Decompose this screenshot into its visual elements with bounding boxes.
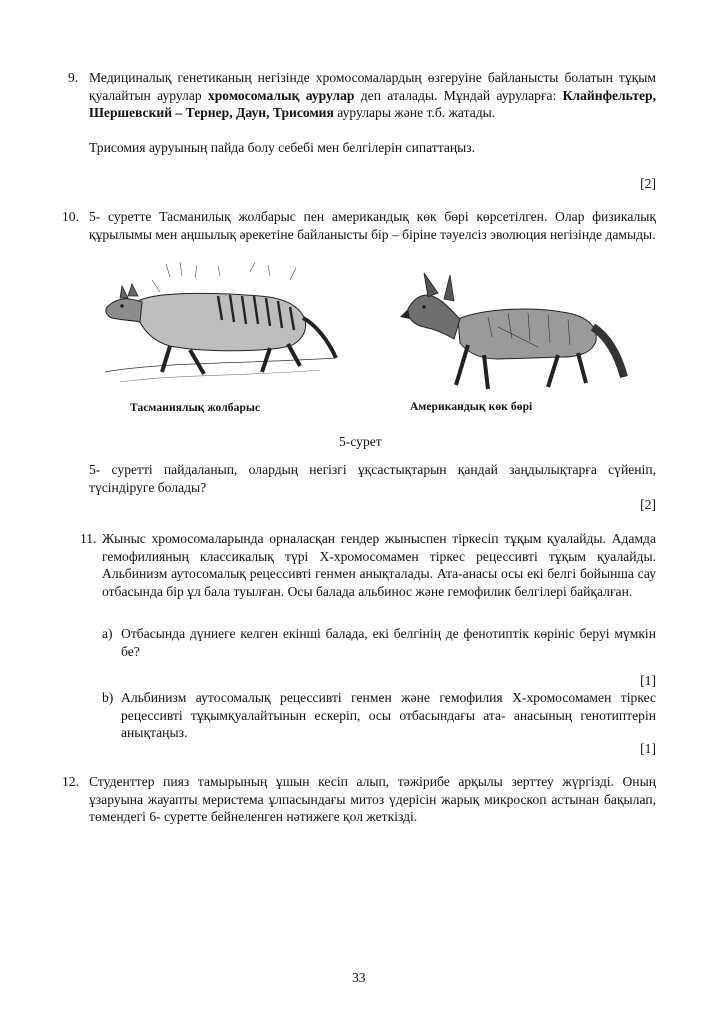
question-task: 5- суретті пайдаланып, олардың негізгі ұқсастықтарын қандай заңдылықтарға сүйеніп, түсіндіруге болады?: [89, 462, 656, 495]
question-text: Студенттер пияз тамырының ұшын кесіп алып, тәжірибе арқылы зерттеу жүргізді. Оның ұзаруына жауапты меристема ұлпасындағы митоз үдерісін жарық микроскоп астынан бақылап, төмендегі 6- суретте бейнеленген нәтижеге қол жеткізді.: [89, 774, 656, 824]
option-text: Отбасында дүниеге келген екінші балада, екі белгінің де фенотиптік көрініс беруі мүмкін бе?: [121, 626, 656, 659]
bold-term-list: Клайнфельтер, Шершевский – Тернер, Даун, Трисомия: [89, 87, 657, 120]
question-10: [62, 208, 656, 243]
mark: [2]: [640, 497, 656, 512]
question-number: 9.: [68, 70, 79, 85]
mark: [2]: [640, 176, 656, 191]
option-letter: b): [102, 690, 114, 705]
option-text: Альбинизм аутосомалық рецессивті генмен және гемофилия Х-хромосомамен тіркес рецессивті тұқымқуалайтынын ескеріп, осы отбасындағы ата- анасының генотиптерін анықтаңыз.: [121, 690, 656, 740]
question-number: 10.: [62, 209, 79, 224]
question-text: 5- суретте Тасманилық жолбарыс пен американдық көк бөрі көрсетілген. Олар физикалық құрылымы мен аңшылық әрекетіне байланысты бір – біріне тәуелсіз эволюция негізінде дамыды.: [89, 209, 656, 242]
question-text: Жыныс хромосомаларында орналасқан гендер жыныспен тіркесіп тұқым қуалайды. Адамда гемофилияның классикалық түрі Х-хромосомамен тіркес рецессивті тұқым қуалайды. Альбинизм аутосомалық рецессивті генмен анықталады. Ата-анасы осы екі белгі бойынша сау отбасында бір ұл бала туылған. Осы балада альбинос және гемофилик белгілері байқалған.: [102, 531, 656, 599]
bold-term: хромосомалық аурулар: [207, 87, 355, 103]
option-b: [102, 689, 656, 742]
question-11: [80, 530, 656, 600]
page-number: 33: [352, 970, 366, 985]
mark: [1]: [640, 741, 656, 756]
figure-caption-left: Тасманиялық жолбарыс: [130, 402, 261, 414]
mark: [1]: [640, 673, 656, 688]
question-text: Медициналық генетиканың негізінде хромосомалардың өзгеруіне байланысты болатын тұқым қуалайтын аурулар хромосомалық аурулар деп аталады. Мұндай ауруларға: Клайнфельтер, Шершевский – Тернер, Даун, Трисомия аурулары және т.б. жатады.: [89, 70, 657, 120]
option-a: [102, 625, 656, 660]
question-9: [68, 69, 656, 156]
coyote-image: [388, 267, 628, 397]
tasmanian-tiger-image: [100, 262, 340, 397]
question-number: 11.: [80, 531, 97, 546]
question-12: [62, 773, 656, 826]
question-number: 12.: [62, 774, 79, 789]
option-letter: a): [102, 626, 113, 641]
figure-label: 5-сурет: [339, 434, 382, 449]
figure-caption-right: Американдық көк бөрі: [410, 401, 533, 413]
question-task: Трисомия ауруының пайда болу себебі мен белгілерін сипаттаңыз.: [89, 139, 476, 155]
